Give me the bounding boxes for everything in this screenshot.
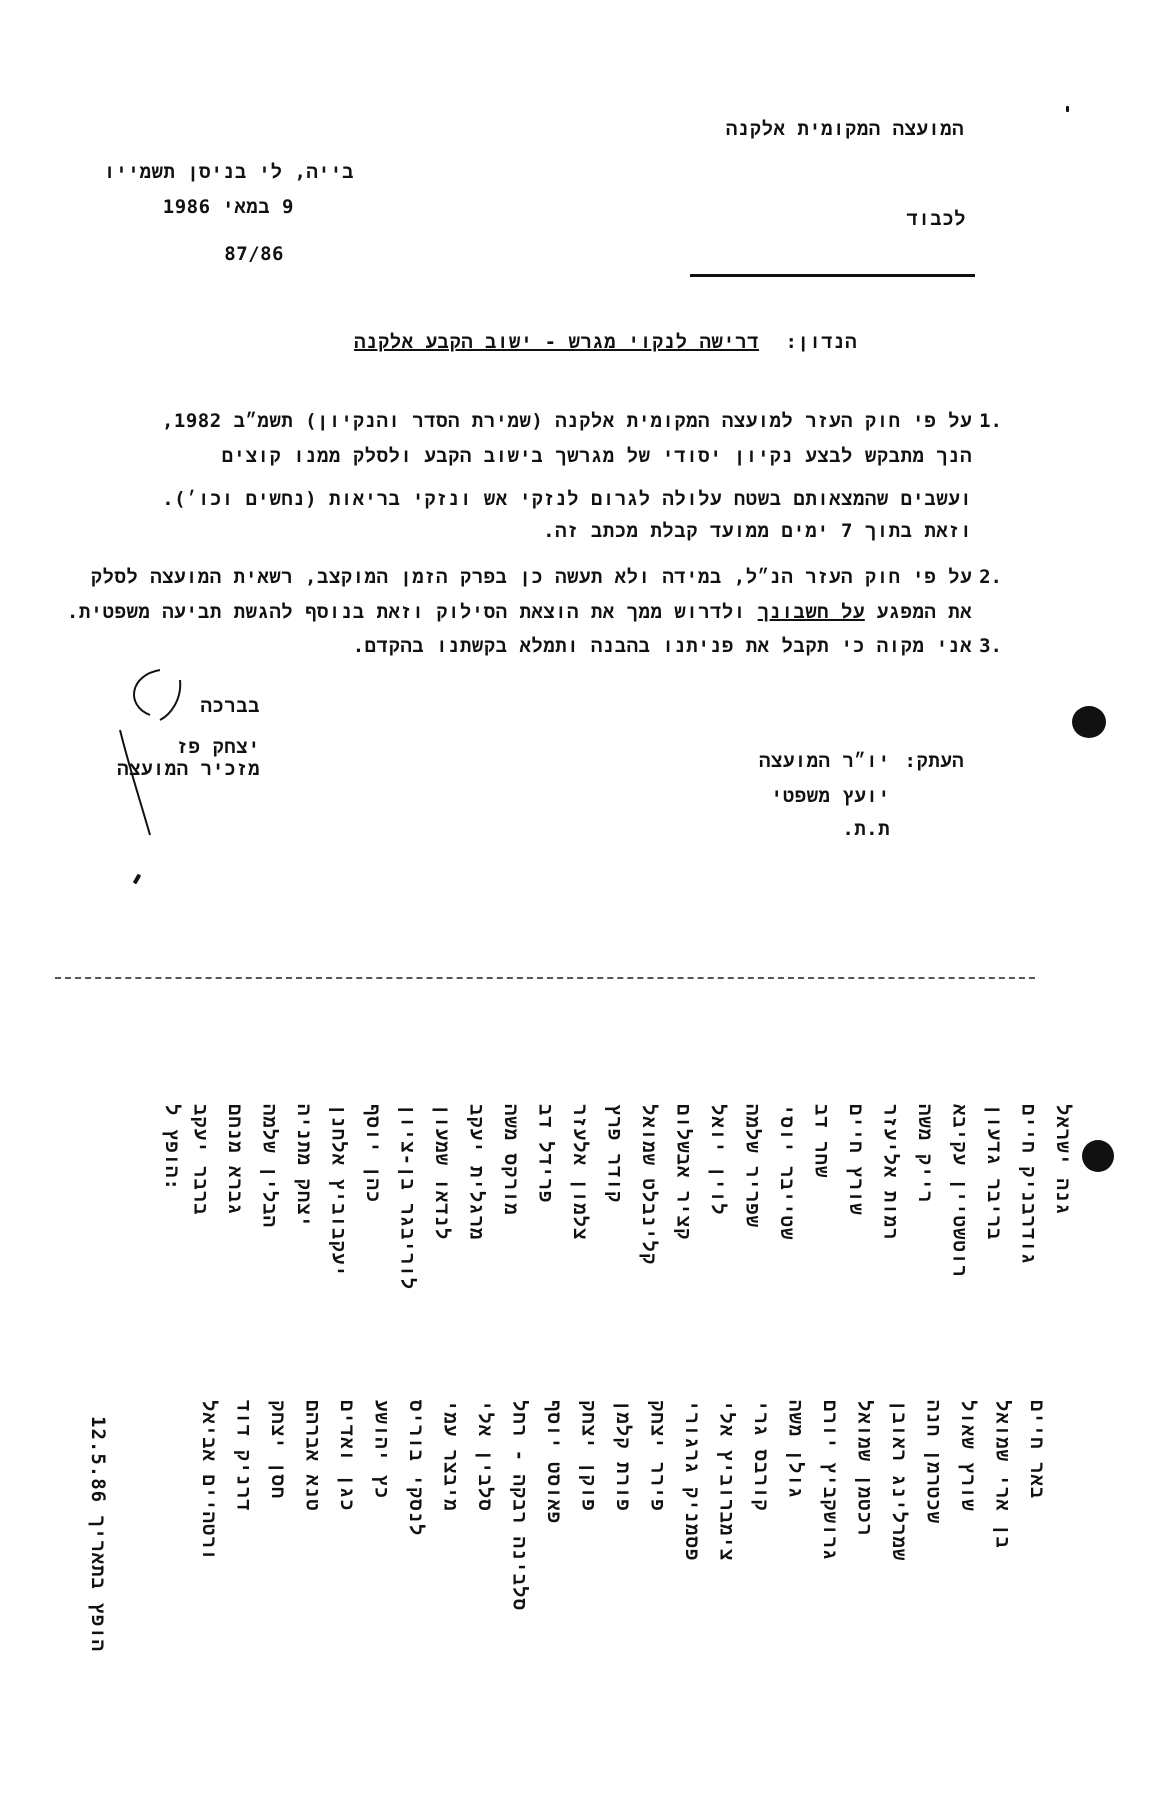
distribution-name-a: שפריר שלמה [741, 1104, 764, 1229]
distribution-name-b: מיבצר עמי [439, 1400, 462, 1512]
distribution-label: הופץ ל: [161, 1104, 183, 1191]
distribution-name-b: רכטמן שמואל [853, 1400, 876, 1537]
distribution-name-a: גודרבניק חיים [1017, 1104, 1040, 1266]
copy-item-chairman: יו״ר המועצה [759, 750, 890, 772]
distribution-name-b: פסמניק גרגורי [681, 1400, 703, 1562]
signatory-title: מזכיר המועצה [117, 758, 260, 780]
paragraph-2-number: 2. [979, 566, 1002, 588]
distribution-name-a: גברא מנחם [224, 1104, 246, 1216]
stray-mark-2 [133, 874, 141, 885]
distribution-name-b: שכטרמן חנה [922, 1400, 945, 1525]
distribution-name-b: שמרלינג ראובן [888, 1400, 910, 1562]
distribution-name-b: סלבינה רבקה - רחל [508, 1400, 531, 1611]
distribution-name-b: גרושקביץ יורם [819, 1400, 841, 1562]
paragraph-3-number: 3. [979, 635, 1002, 657]
distribution-name-a: מרגלית יעקב [465, 1104, 488, 1241]
subject-label: הנדון: [785, 331, 857, 353]
paragraph-1-line-2: הנך מתבקש לבצע נקיון יסודי של מגרשך בישוב הקבע ולסלק ממנו קוצים [221, 445, 972, 467]
underlined-on-your-account: על חשבונך [757, 601, 865, 623]
distribution-name-b: כץ יהושע [370, 1400, 393, 1500]
signature-closing: בברכה [200, 695, 260, 717]
punch-hole-lower [1082, 1140, 1114, 1172]
distribution-name-a: לוין יואל [707, 1104, 729, 1216]
to-label: לכבוד [906, 208, 966, 230]
distribution-name-a: רייק משה [914, 1104, 936, 1204]
paragraph-1-line-1: על פי חוק העזר למועצה המקומית אלקנה (שמירת הסדר והנקיון) תשמ״ב 1982, [161, 410, 972, 432]
paragraph-1-number: 1. [979, 410, 1002, 432]
distribution-name-b: ורטהיים אביאל [198, 1400, 220, 1562]
distribution-name-a: צלמון אלעזר [569, 1104, 591, 1241]
distribution-name-a: פרידל דב [534, 1104, 557, 1204]
copy-item-legal-advisor: יועץ משפטי [770, 785, 890, 807]
punch-hole-upper [1072, 706, 1106, 738]
distribution-name-b: באר חיים [1026, 1400, 1048, 1500]
distribution-name-b: חסן יצחק [267, 1400, 289, 1500]
distribution-name-b: שורץ שאול [957, 1400, 979, 1512]
hebrew-date: בייה, לי בניסן תשמייו [103, 161, 354, 183]
distribution-name-b: כגן ואדים [336, 1400, 358, 1512]
distribution-name-a: שחר דב [810, 1104, 833, 1179]
paragraph-2-line-2-text: את המפגע על חשבונך ולדרוש ממך את הוצאת הסילוק וזאת בנוסף להגשת תביעה משפטית. [66, 601, 972, 623]
distribution-name-a: קודר פרץ [603, 1104, 626, 1204]
distribution-name-b: סלבין אלי [474, 1400, 496, 1512]
distribution-name-a: ברבר יעקב [189, 1104, 212, 1216]
distribution-name-a: הבלין שלמה [258, 1104, 281, 1229]
distribution-name-b: פירר יצחק [646, 1400, 669, 1512]
distribution-name-a: לוריבגר בן-ציון [396, 1104, 419, 1291]
distribution-name-b: טנא אברהם [301, 1400, 324, 1512]
paragraph-1-line-3: ועשבים שהמצאותם בשטח עלולה לגרום לנזקי אש ונזקי בריאות (נחשים וכו׳). [162, 488, 972, 510]
distribution-name-a: בריבר גדעון [983, 1104, 1005, 1241]
distribution-name-a: כהן יוסף [362, 1104, 384, 1204]
copies-label: העתק: [904, 750, 964, 772]
distribution-name-a: יעקבוביץ אלחנן [327, 1104, 350, 1278]
distribution-name-b: פוקן יצחק [577, 1400, 600, 1512]
copy-item-file: ת.ת. [842, 818, 890, 840]
paragraph-1-line-4: וזאת בתוך 7 ימים ממועד קבלת מכתב זה. [543, 520, 972, 542]
distribution-name-b: קורבס גרי [750, 1400, 772, 1512]
stray-mark [1066, 106, 1069, 112]
distribution-name-a: קציר אבשלום [672, 1104, 695, 1241]
distribution-name-a: יצחק מתניה [293, 1104, 315, 1229]
paragraph-2-line-1: על פי חוק העזר הנ״ל, במידה ולא תעשה כן בפרק הזמן המוקצב, רשאית המועצה לסלק [90, 566, 972, 588]
distribution-name-a: גנה ישראל [1052, 1104, 1074, 1216]
distribution-name-a: רוטשטיין עקיבא [948, 1104, 971, 1278]
council-name: המועצה המקומית אלקנה [725, 118, 964, 140]
fold-line [55, 977, 1035, 979]
distribution-name-a: קלינבלט שמואל [638, 1104, 660, 1266]
subject-text: דרישה לנקוי מגרש - ישוב הקבע אלקנה [354, 331, 759, 353]
distribution-name-b: גולן משה [784, 1400, 807, 1500]
distribution-date: הופץ בתאריך 12.5.86 [87, 1416, 109, 1652]
signatory-name: יצחק פז [176, 736, 260, 758]
distribution-name-a: מורקס משה [500, 1104, 522, 1216]
paragraph-3-line-1: אני מקוה כי תקבל את פניתנו בהבנה ותמלא בקשתנו בהקדם. [352, 635, 972, 657]
distribution-name-a: לנדאו שמעון [431, 1104, 453, 1241]
recipient-line [690, 274, 975, 277]
distribution-name-a: שטייבר יוסי [776, 1104, 798, 1241]
distribution-name-b: דרניק דוד [232, 1400, 255, 1512]
distribution-name-b: לנסקי בוריס [405, 1400, 427, 1537]
distribution-name-b: פורת קלמן [612, 1400, 634, 1512]
distribution-name-b: פאוסט יוסף [543, 1400, 565, 1525]
underlined-phrase [354, 627, 364, 628]
distribution-name-a: שורץ חיים [845, 1104, 867, 1216]
distribution-name-b: בן ארי שמואל [991, 1400, 1014, 1549]
distribution-name-b: צימברוביץ אלי [715, 1400, 738, 1562]
distribution-name-a: רמות אליעזר [879, 1104, 902, 1241]
reference-number: 87/86 [224, 243, 284, 265]
paragraph-2-line-2 [67, 603, 972, 622]
gregorian-date: 9 במאי 1986 [162, 196, 294, 218]
